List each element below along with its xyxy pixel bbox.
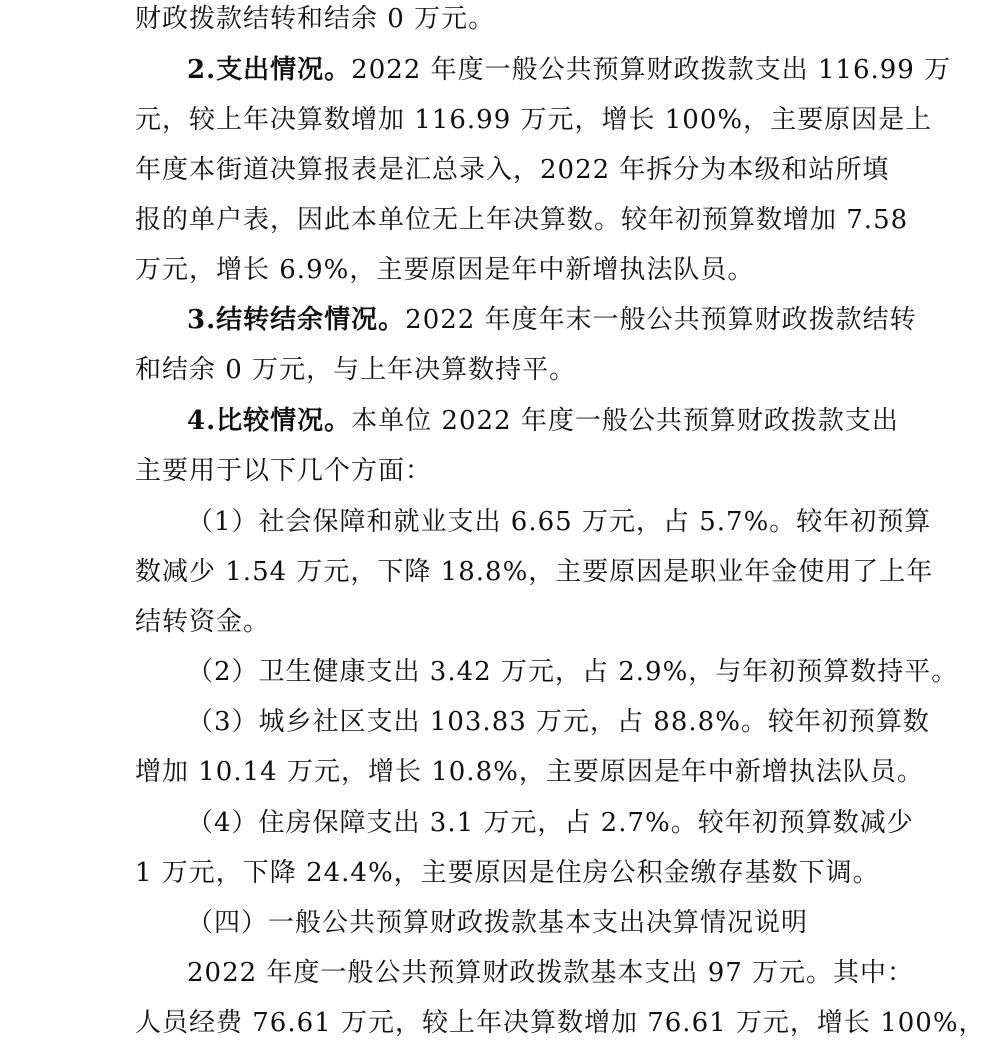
paragraph-carryover: [187, 303, 917, 337]
text-line: [135, 755, 924, 789]
line-text: 人员经费 76.61 万元，较上年决算数增加 76.61 万元，增长 100%，: [135, 1008, 986, 1038]
text-line: [135, 153, 890, 187]
text-line: [135, 253, 754, 287]
paragraph-comparison: [187, 404, 899, 438]
line-text: 万元，增长 6.9%，主要原因是年中新增执法队员。: [135, 255, 755, 285]
line-text: 1 万元，下降 24.4%，主要原因是住房公积金缴存基数下调。: [135, 858, 880, 888]
line-text: 年度本街道决算报表是汇总录入，2022 年拆分为本级和站所填: [135, 155, 890, 185]
list-item: [187, 705, 930, 739]
line-text: 2022 年度一般公共预算财政拨款基本支出 97 万元。其中：: [187, 958, 915, 988]
line-text: （3）城乡社区支出 103.83 万元，占 88.8%。较年初预算数: [187, 707, 930, 737]
text-line: [135, 605, 270, 639]
line-text: 和结余 0 万元，与上年决算数持平。: [135, 355, 577, 385]
list-item: [187, 806, 914, 840]
line-text: 增加 10.14 万元，增长 10.8%，主要原因是年中新增执法队员。: [135, 757, 924, 787]
line-text: 元，较上年决算数增加 116.99 万元，增长 100%，主要原因是上: [135, 105, 933, 135]
paragraph-expenditure: [187, 53, 952, 87]
subsection-heading: [187, 906, 808, 940]
text-line: [135, 856, 880, 890]
line-text: （四）一般公共预算财政拨款基本支出决算情况说明: [187, 908, 809, 938]
list-item: [187, 505, 932, 539]
line-text: 2022 年度年末一般公共预算财政拨款结转: [405, 305, 917, 335]
line-text: （1）社会保障和就业支出 6.65 万元，占 5.7%。较年初预算: [187, 507, 932, 537]
line-text: （2）卫生健康支出 3.42 万元，占 2.9%，与年初预算数持平。: [187, 657, 959, 687]
line-text: 数减少 1.54 万元，下降 18.8%，主要原因是职业年金使用了上年: [135, 557, 934, 587]
section-heading: 2.支出情况。: [187, 55, 352, 85]
text-line: [135, 555, 934, 589]
text-line: [187, 956, 915, 990]
line-text: 2022 年度一般公共预算财政拨款支出 116.99 万: [351, 55, 952, 85]
list-item: [187, 655, 958, 689]
line-text: 报的单户表，因此本单位无上年决算数。较年初预算数增加 7.58: [135, 205, 909, 235]
section-heading: 4.比较情况。: [187, 406, 352, 436]
text-line: [135, 1006, 986, 1040]
text-line: [135, 203, 909, 237]
line-text: 结转资金。: [135, 607, 271, 637]
text-line: [135, 103, 933, 137]
line-text: 本单位 2022 年度一般公共预算财政拨款支出: [351, 406, 899, 436]
line-text: （4）住房保障支出 3.1 万元，占 2.7%。较年初预算数减少: [187, 808, 914, 838]
section-heading: 3.结转结余情况。: [187, 305, 406, 335]
text-line: [135, 2, 495, 36]
text-line: [135, 454, 432, 488]
line-text: 主要用于以下几个方面：: [135, 456, 433, 486]
line-text: 财政拨款结转和结余 0 万元。: [135, 4, 496, 34]
text-line: [135, 353, 576, 387]
